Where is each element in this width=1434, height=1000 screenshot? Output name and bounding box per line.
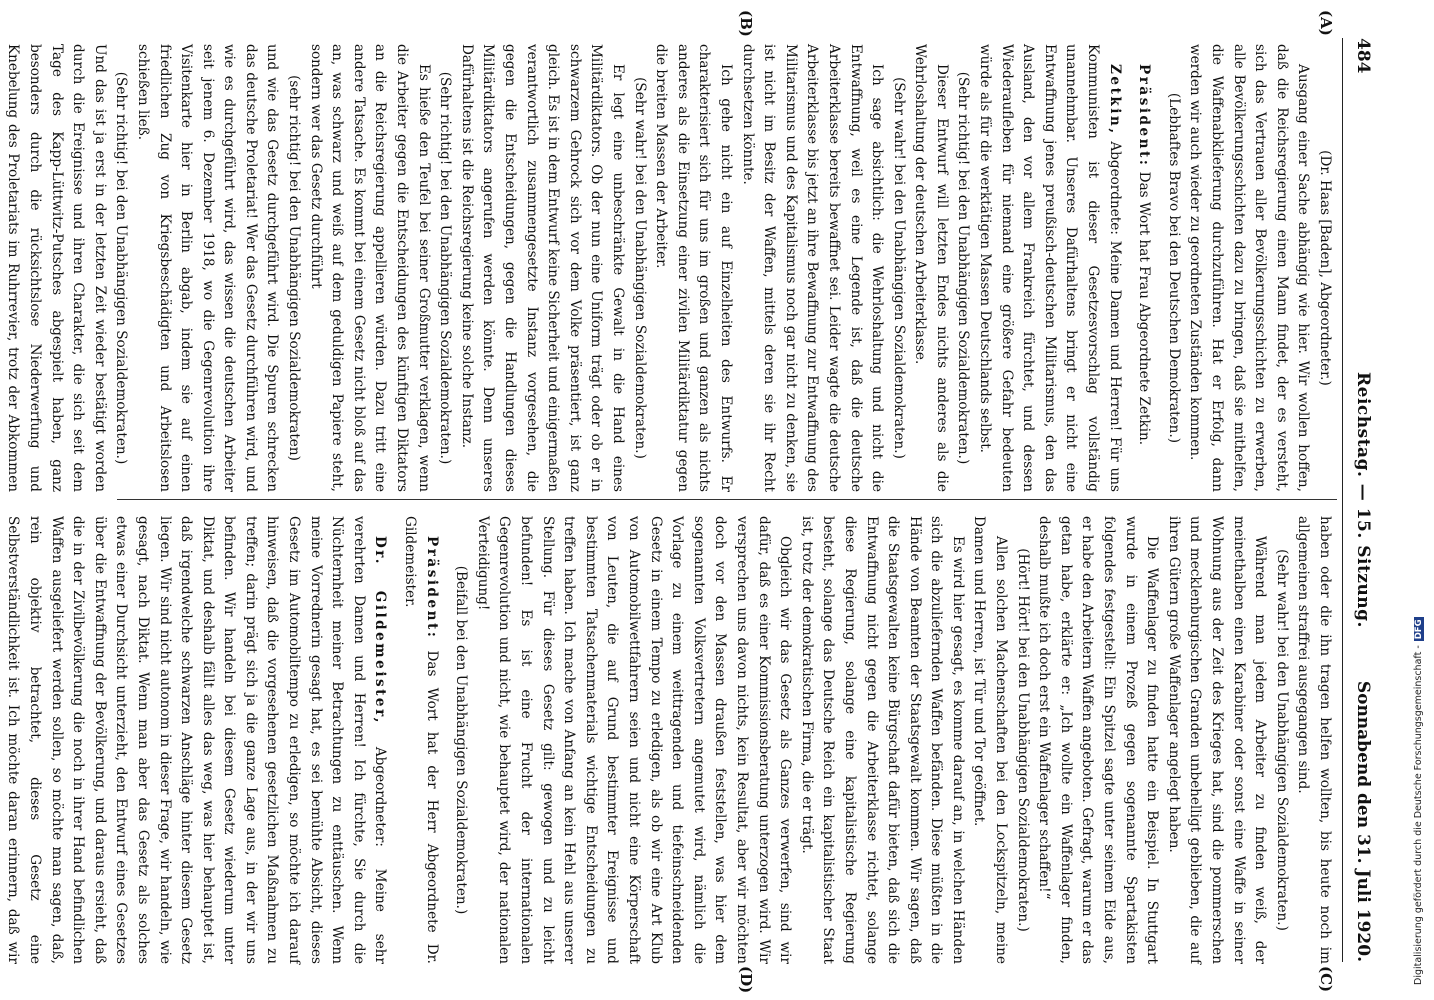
- speaker-note: (Dr. Haas [Baden], Abgeordneter.): [1317, 150, 1333, 386]
- paragraph: Obgleich wir das Gesetz als Ganzes verwerfen, sind wir dafür, daß es einer Kommissionsberatung unterzogen wird. Wir versprechen uns davon nichts, kein Resultat, aber wir möchten doch vor den Massen draußen feststellen, was hier dem sogenannten Volksvertretern angemutet wird, nämlich die Vorlage zu einem weittragenden und tiefeinschneidenden Gesetz in einem Tempo zu erledigen, als ob wir eine Art Klub von Automobilwettfahrern seien und nicht eine Körperschaft von Leuten, die auf Grund bestimmter Ereignisse und bestimmten Tatsachenmaterials wichtige Entscheidungen zu treffen haben. Ich mache von Anfang an kein Hehl aus unserer Stellung. Für dieses Gesetz gilt: gewogen und zu leicht befunden! Es ist eine Frucht der internationalen Gegenrevolution und nicht, wie behauptet wird, der nationalen Verteidigung!: [474, 516, 794, 964]
- paragraph: haben oder die ihn tragen helfen wollten, bis heute noch im allgemeinen straffrei ausgegangen sind.: [1295, 516, 1333, 964]
- paragraph: Ich sage absichtlich: die Wehrloshaltung und nicht die Entwaffnung, weil es eine Legende ist, daß die deutsche Arbeiterklasse bereits bewaffnet sei. Leider wagte die deutsche Arbeiterklasse bis jetzt an ihre Bewaffnung zur Entwaffnung des Militarismus und des Kapitalismus noch gar nicht zu denken, sie ist nicht im Besitz der Waffen, mittels deren sie ihr Recht durchsetzen könnte.: [739, 44, 886, 492]
- speaker-label: Präsident:: [1136, 64, 1153, 168]
- right-column: [0, 516, 1335, 964]
- paragraph: Allen solchen Machenschaften bei den Lockspitzeln, meine Damen und Herren, ist Tür und Tor geöffnet.: [971, 516, 1010, 964]
- interjection: (Sehr wahr! bei den Unabhängigen Sozialdemokraten.): [631, 77, 648, 459]
- margin-marker-c: (C): [1317, 966, 1335, 993]
- paragraph: Es hieße den Teufel bei seiner Großmutter verklagen, wenn die Arbeiter gegen die Entscheidungen des künftigen Diktators an die Reichsregierung appellieren würden. Dazu tritt eine andere Tatsache. Es kommt bei einem Gesetz nicht bloß auf das an, was schwarz und weiß auf dem geduldigen Papiere steht, sondern wer das Gesetz durchführt: [307, 44, 432, 492]
- header-rule: [1342, 38, 1343, 962]
- credit-text: Digitalisierung gefördert durch die Deutsche Forschungsgemeinschaft -: [1413, 645, 1424, 985]
- president-statement: [1133, 44, 1155, 492]
- running-head: [1347, 38, 1373, 962]
- speaker-label: Präsident:: [423, 536, 440, 640]
- dfg-logo: DFG: [1414, 619, 1424, 640]
- interjection: (Sehr wahr! bei den Unabhängigen Sozialdemokraten.): [1273, 549, 1290, 931]
- scanned-page: [5, 0, 1395, 1000]
- interjection: (Sehr richtig! bei den Unabhängigen Sozialdemokraten.): [437, 71, 454, 465]
- speech-text: Abgeordnete: Meine Damen und Herren! Für uns Kommunisten ist dieser Gesetzesvorschlag vollständig unannehmbar. Unseres Dafürhaltens bringt er nicht eine Entwaffnung jenes preußisch-deutschen Militarismus, den das Ausland, den vor allem Frankreich fürchtet, und dessen Wiederaufleben für niemand eine größere Gefahr bedeuten würde als für die werktätigen Massen Deutschlands selbst.: [977, 44, 1123, 492]
- margin-marker-b: (B): [737, 10, 755, 37]
- page-number: 484: [1353, 38, 1373, 74]
- margin-marker-a: (A): [1317, 10, 1335, 36]
- president-statement: [398, 516, 441, 964]
- interjection: (Lebhaftes Bravo bei den Deutschen Demokraten.): [1165, 92, 1182, 444]
- page-title: Reichstag. — 15. Sitzung.: [1353, 372, 1373, 628]
- paragraph: Während man jedem Arbeiter zu finden weiß, der meinethalben einen Karabiner oder sonst eine Waffe in seiner Wohnung aus der Zeit des Krieges hat, sind die pommerschen und mecklenburgischen Granden unbehelligt geblieben, die auf ihren Gütern große Waffenlager angelegt haben.: [1165, 516, 1269, 964]
- margin-marker-d: (D): [737, 966, 755, 994]
- digitization-credit: [1413, 5, 1424, 985]
- interjection: (Beifall bei den Unabhängigen Sozialdemokraten.): [453, 565, 470, 915]
- paragraph: Ausgang einer Sache abhängig wie hier. Wir wollen hoffen, daß die Reichsregierung einen Mann findet, der es versteht, sich das Vertrauen aller Bevölkerungsschichten zu erwerben, alle Bevölkerungsschichten dazu zu bringen, daß sie mithelfen, die Waffenabklieferung durchzuführen. Hat er Erfolg, dann werden wir auch wieder zu geordneten Zuständen kommen.: [1187, 44, 1312, 492]
- paragraph: Und das ist ja erst in der letzten Zeit wieder bestätigt worden durch die Ereignisse und ihren Charakter, die sich seit dem Tage des Kapp-Lüttwitz-Putsches abgespielt haben, ganz besonders durch die rücksichtslose Niederwerfung und Knebelung des Proletariats im Ruhrrevier, trotz der Abkommen: [5, 44, 108, 492]
- speaker-name: Dr. Gildemeister,: [372, 536, 389, 725]
- interjection: (Sehr richtig! bei den Unabhängigen Sozialdemokraten.): [955, 71, 972, 465]
- interjection: (Hört! Hört! bei den Unabhängigen Sozialdemokraten.): [1014, 548, 1031, 932]
- paragraph: Ich gehe nicht ein auf Einzelheiten des Entwurfs. Er charakterisiert sich für uns im großen und ganzen als nichts anderes als die Einsetzung einer zivilen Militärdiktatur gegen die breiten Massen der Arbeiter.: [653, 44, 734, 492]
- paragraph: Er legt eine unbeschränkte Gewalt in die Hand eines Militärdiktators. Ob der nun eine Uniform trägt oder ob er in schwarzem Gehrock sich vor dem Volke präsentiert, ist ganz gleich. Es ist in dem Entwurf keine Sicherheit und einigermaßen verantwortlich zusammengesetzte Instanz vorgesehen, die gegen die Entscheidungen, gegen die Handlungen dieses Militärdiktators angerufen werden könnte. Denn unseres Dafürhaltens ist die Reichsregierung keine solche Instanz.: [458, 44, 626, 492]
- statement-text: Das Wort hat Frau Abgeordnete Zetkin.: [1136, 171, 1153, 446]
- left-column: [0, 44, 1335, 492]
- paragraph: und wie das Gesetz durchgeführt wird. Die Spuren schrecken das deutsche Proletariat! Wer das Gesetz durchführen wird, und wie es durchgeführt wird, das wissen die deutschen Arbeiter seit jenem 6. Dezember 1918, wo die Gegenrevolution ihre Visitenkarte hier in Berlin abgab, indem sie auf einen friedlichen Zug von Kriegsbeschädigten und Arbeitslosen schießen ließ.: [134, 44, 281, 492]
- interjection: (Sehr wahr! bei den Unabhängigen Sozialdemokraten.): [890, 77, 907, 459]
- paragraph: Es wird hier gesagt, es komme darauf an, in welchen Händen sich die abzuliefernden Waffen befänden. Diese müßten in die Hände von Beamten der Staatsgewalt kommen. Wir sagen, daß die Staatsgewalten keine Bürgschaft dafür bieten, daß sich die Entwaffnung nicht gegen die Arbeiterklasse richtet, solange diese Regierung, solange eine kapitalistische Regierung besteht, solange das Deutsche Reich ein kapitalistischer Staat ist, trotz der demokratischen Firma, die er trägt.: [798, 516, 966, 964]
- paragraph: Dieser Entwurf will letzten Endes nichts anderes als die Wehrloshaltung der deutschen Arbeiterklasse.: [912, 44, 950, 492]
- speech-opening: [974, 44, 1125, 492]
- speaker-name: Zetkin,: [1106, 64, 1123, 136]
- session-date: Sonnabend den 31. Juli 1920.: [1353, 680, 1373, 962]
- interjection: (sehr richtig! bei den Unabhängigen Sozialdemokraten): [286, 75, 303, 461]
- interjection: (Sehr richtig! bei den Unabhängigen Sozialdemokraten.): [113, 71, 130, 465]
- speech-text: Abgeordneter: Meine sehr verehrten Damen und Herren! Ich fürchte, Sie durch die Nüchternheit meiner Betrachtungen zu enttäuschen. Wenn meine Vorrednerin gesagt hat, es sei bemühte Absicht, dieses Gesetz im Automobiltempo zu erledigen, so möchte ich darauf hinweisen, daß die vorgesehenen gesetzlichen Maßnahmen zu treffen; darin prägt sich ja die ganze Lage aus, in der wir uns befinden. Wir handeln bei diesem Gesetz wiederum unter Diktat, und deshalb fällt alles das weg, was hier behauptet ist, daß irgendwelche schwarzen Anschläge hinter diesem Gesetz liegen. Wir sind nicht autonom in dieser Frage, wir handeln, wie gesagt, nach Diktat. Wenn man aber das Gesetz als solches etwas einer Durchsicht unterzieht, den Entwurf eines Gesetzes über die Entwaffnung der Bevölkerung, und daraus ersieht, daß die in der Zivilbevölkerung die noch in ihrer Hand befindlichen Waffen ausgeliefert werden sollen, so möchte man sagen, daß, rein objektiv betrachtet, dieses Gesetz eine Selbstverständlichkeit ist. Ich möchte daran erinnern, daß wir: [5, 516, 389, 964]
- column-divider: [117, 499, 1337, 500]
- paragraph: Die Waffenlager zu finden hatte ein Beispiel. In Stuttgart wurde in einem Prozeß gegen sogenannte Spartakisten folgendes festgestellt: Ein Spitzel sagte unter seinem Eide aus, er habe den Arbeitern Waffen angeboten. Gefragt, warum er das getan habe, erklärte er: „Ich wollte ein Waffenlager finden, deshalb mußte ich doch erst ein Waffenlager schaffen!“: [1036, 516, 1161, 964]
- speech-opening: [0, 516, 390, 964]
- statement-text: Das Wort hat der Herr Abgeordnete Dr. Gildemeister.: [402, 516, 440, 964]
